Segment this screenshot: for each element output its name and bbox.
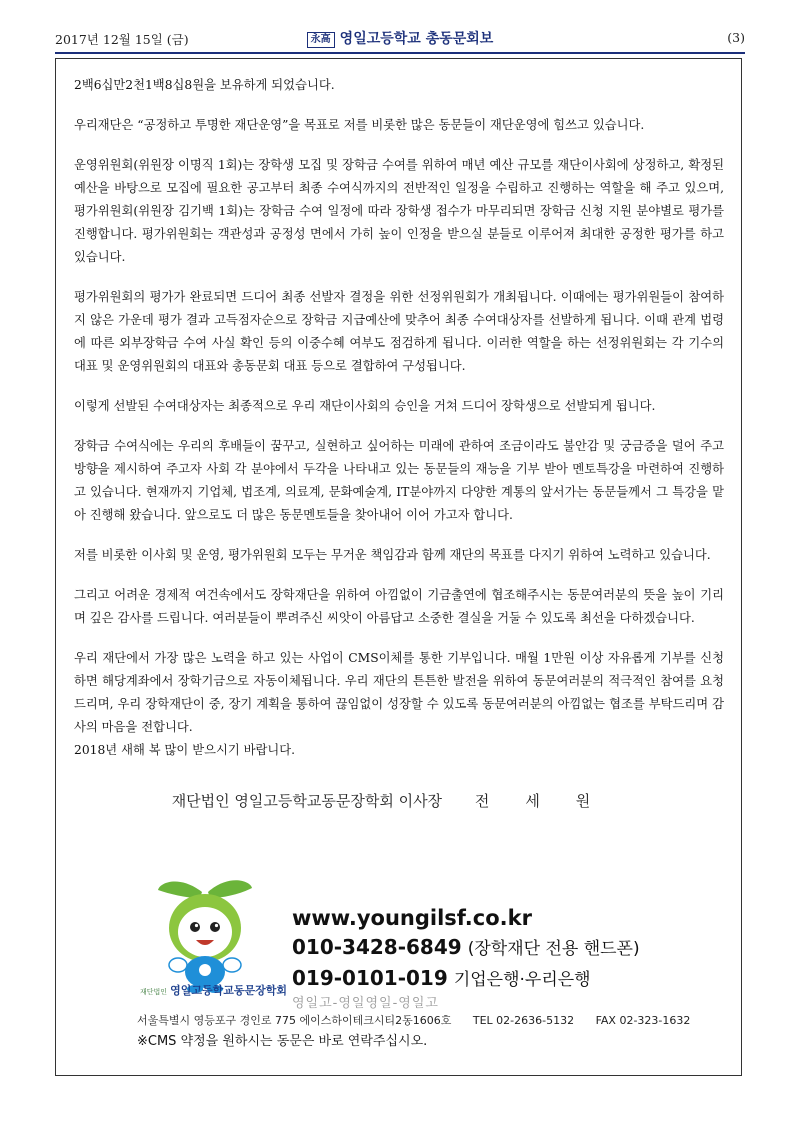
paragraph: 장학금 수여식에는 우리의 후배들이 꿈꾸고, 실현하고 싶어하는 미래에 관하여 조금이라도 불안감 및 궁금증을 덜어 주고 방향을 제시하여 주고자 사회 각 분야에서 두각을 나타내고 있는 동문들의 재능을 기부 받아 멘토특강을 마련하여 진행하고 있습니다. 현재까지 기업체, 법조계, 의료계, 문화예술계, IT분야까지 다양한 계통의 앞서가는 동문들께서 그 특강을 맡아 진행해 왔습니다. 앞으로도 더 많은 동문멘토들을 찾아내어 이어 가고자 합니다. xyxy=(74,439,724,522)
paragraph: 2백6십만2천1백8십8원을 보유하게 되었습니다. xyxy=(74,78,335,92)
page-number: (3) xyxy=(727,30,745,45)
website-link[interactable]: www.youngilsf.co.kr xyxy=(292,906,532,930)
foundation-logo xyxy=(140,982,300,998)
tagline: 영일고-영일영일-영일고 xyxy=(292,996,439,1011)
paragraph: 이렇게 선발된 수여대상자는 최종적으로 우리 재단이사회의 승인을 거쳐 드디어 장학생으로 선발되게 됩니다. xyxy=(74,399,656,413)
paragraph: 그리고 어려운 경제적 여건속에서도 장학재단을 위하여 아낌없이 기금출연에 협조해주시는 동문여러분의 뜻을 높이 기리며 깊은 감사를 드립니다. 여러분들이 뿌려주신 씨앗이 아름답고 소중한 결실을 거둘 수 있도록 최선을 다하겠습니다. xyxy=(74,588,724,625)
contact-block xyxy=(292,904,640,1013)
phone-line-2 xyxy=(292,964,640,995)
address: 서울특별시 영등포구 경인로 775 에이스하이테크시티2동1606호 xyxy=(137,1014,452,1027)
page-header xyxy=(55,28,745,50)
paragraph: 우리 재단에서 가장 많은 노력을 하고 있는 사업이 CMS이체를 통한 기부입니다. 매월 1만원 이상 자유롭게 기부를 신청하면 해당계좌에서 장학기금으로 자동이체됩니다. 우리 재단의 튼튼한 발전을 위하여 동문여러분의 적극적인 참여를 요청드리며, 우리 장학재단이 중, 장기 계획을 통하여 끊임없이 성장할 수 있도록 동문여러분의 아낌없는 협조를 부탁드리며 감사의 마음을 전합니다. xyxy=(74,651,724,734)
closing-greeting: 2018년 새해 복 많이 받으시기 바랍니다. xyxy=(74,743,296,757)
phone-1-description: (장학재단 전용 핸드폰) xyxy=(467,939,640,959)
foundation-logo-small: 재단법인 xyxy=(140,988,168,996)
newsletter-title xyxy=(55,28,745,48)
paragraph: 저를 비롯한 이사회 및 운영, 평가위원회 모두는 무거운 책임감과 함께 재단의 목표를 다지기 위하여 노력하고 있습니다. xyxy=(74,548,711,562)
signature-name: 전세원 xyxy=(474,792,627,810)
tel: TEL 02-2636-5132 xyxy=(472,1014,575,1027)
article-body xyxy=(74,74,724,779)
paragraph: 우리재단은 “공정하고 투명한 재단운영”을 목표로 저를 비롯한 많은 동문들이 재단운영에 힘쓰고 있습니다. xyxy=(74,118,645,132)
foundation-logo-name: 영일고등학교동문장학회 xyxy=(170,984,287,997)
phone-number-1[interactable]: 010-3428-6849 xyxy=(292,935,462,959)
issue-date: 2017년 12월 15일 (금) xyxy=(55,32,189,47)
phone-line-1 xyxy=(292,933,640,964)
header-rule xyxy=(55,52,745,54)
phone-number-2[interactable]: 019-0101-019 xyxy=(292,966,448,990)
newsletter-title-text: 영일고등학교 총동문회보 xyxy=(339,31,494,47)
signature-org: 재단법인 영일고등학교동문장학회 이사장 xyxy=(171,792,443,810)
school-logo-icon: 永高 xyxy=(307,32,335,48)
fax: FAX 02-323-1632 xyxy=(595,1014,691,1027)
address-line xyxy=(137,1012,708,1028)
mascot-icon xyxy=(140,870,270,995)
cms-note: ※CMS 약정을 원하시는 동문은 바로 연락주십시오. xyxy=(137,1034,428,1049)
paragraph: 운영위원회(위원장 이명직 1회)는 장학생 모집 및 장학금 수여를 위하여 매년 예산 규모를 재단이사회에 상정하고, 확정된 예산을 바탕으로 모집에 필요한 공고부터 최종 수여식까지의 전반적인 일정을 수립하고 진행하는 역할을 해 주고 있으며, 평가위원회(위원장 김기백 1회)는 장학금 수여 일정에 따라 장학생 접수가 마무리되면 장학금 신청 지원 분야별로 평가를 진행합니다. 평가위원회는 객관성과 공정성 면에서 가히 높이 인정을 받으실 분들로 이루어져 최대한 공정한 평가를 하고 있습니다. xyxy=(74,158,724,264)
phone-2-description: 기업은행·우리은행 xyxy=(453,970,591,990)
paragraph: 평가위원회의 평가가 완료되면 드디어 최종 선발자 결정을 위한 선정위원회가 개최됩니다. 이때에는 평가위원들이 참여하지 않은 가운데 평가 결과 고득점자순으로 장학금 지급예산에 맞추어 최종 수여대상자를 선발하게 됩니다. 이때 관계 법령에 따른 외부장학금 수여 사실 확인 등의 이중수혜 여부도 점검하게 됩니다. 이러한 역할을 하는 선정위원회는 각 기수의 대표 및 운영위원회의 대표와 총동문회 대표 등으로 결합하여 구성됩니다. xyxy=(74,290,724,373)
signature xyxy=(74,790,724,811)
